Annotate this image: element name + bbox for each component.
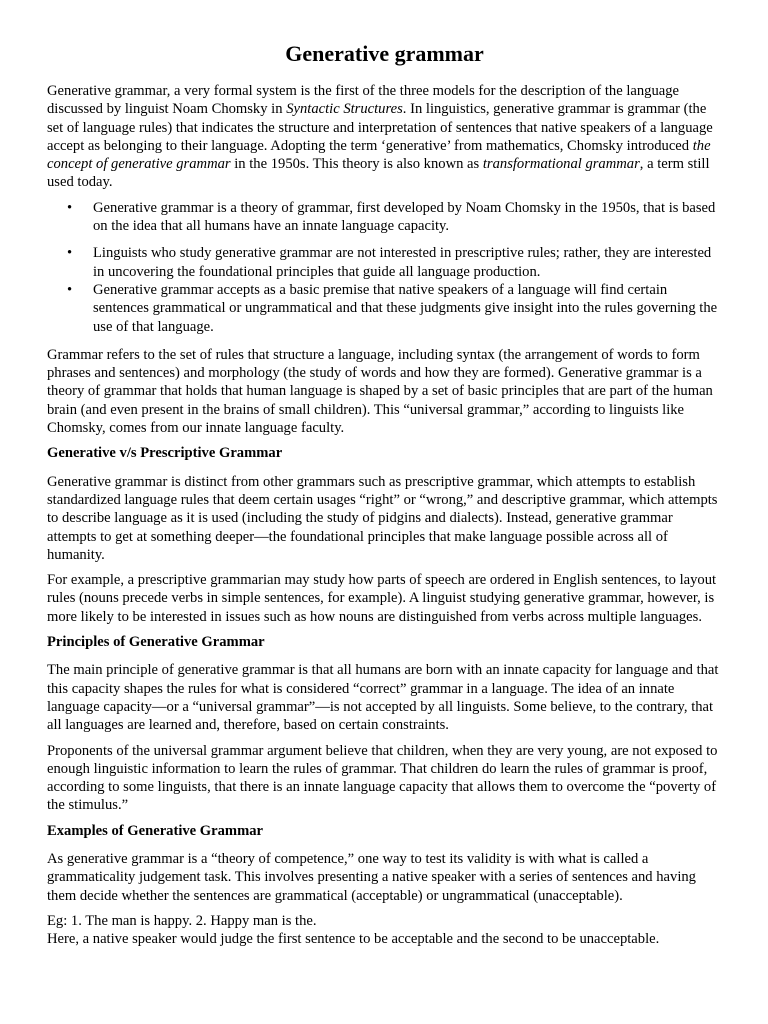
section-heading-examples: Examples of Generative Grammar bbox=[47, 822, 264, 839]
example-sentences: Eg: 1. The man is happy. 2. Happy man is the. bbox=[47, 912, 317, 929]
section-heading-generative-vs-prescriptive: Generative v/s Prescriptive Grammar bbox=[47, 445, 283, 462]
intro-text-3: in the 1950s. This theory is also known as bbox=[230, 156, 483, 173]
section3-paragraph-1: As generative grammar is a “theory of competence,” one way to test its validity is with what is called a grammaticality judgement task. This involves presenting a native speaker with a series of sentences and having them decide whether the sentences are grammatical (acceptable) or ungrammatical (unacceptable). bbox=[47, 850, 696, 904]
grammar-paragraph: Grammar refers to the set of rules that structure a language, including syntax (the arrangement of words to form phrases and sentences) and morphology (the study of words and how they are formed). Generative grammar is a theory of grammar that holds that human language is shaped by a set of basic principles that are part of the human brain (and even present in the brains of small children). This “universal grammar,” according to linguists like Chomsky, comes from our innate language faculty. bbox=[47, 346, 713, 437]
section1-paragraph-1: Generative grammar is distinct from other grammars such as prescriptive grammar, which attempts to establish standardized language rules that deem certain usages “right” or “wrong,” and descriptive grammar, which attempts to describe language as it is used (including the study of pidgins and dialects). Instead, generative grammar attempts to get at something deeper—the foundational principles that make language possible across all of humanity. bbox=[47, 473, 718, 563]
section-heading-principles: Principles of Generative Grammar bbox=[47, 634, 265, 651]
intro-italic-concept: the concept of generative grammar bbox=[47, 137, 711, 173]
intro-text-1: Generative grammar, a very formal system is the first of the three models for the description of the language discussed by linguist Noam Chomsky in bbox=[47, 83, 679, 118]
list-item: • Generative grammar accepts as a basic premise that native speakers of a language will find certain sentences grammatical or ungrammatical and that these judgments give insight into the rules governing the use of that language. bbox=[47, 281, 722, 336]
intro-italic-syntactic-structures: Syntactic Structures bbox=[286, 101, 403, 118]
list-item: • Generative grammar is a theory of grammar, first developed by Noam Chomsky in the 1950s, that is based on the idea that all humans have an innate language capacity. bbox=[47, 199, 722, 236]
section2-paragraph-2: Proponents of the universal grammar argument believe that children, when they are very young, are not exposed to enough linguistic information to learn the rules of grammar. That children do learn the rules of grammar is proof, according to some linguists, that there is an innate language capacity that allows them to overcome the “poverty of the stimulus.” bbox=[47, 742, 718, 814]
page-title: Generative grammar bbox=[285, 41, 484, 66]
example-explanation: Here, a native speaker would judge the first sentence to be acceptable and the second to be unacceptable. bbox=[47, 931, 660, 948]
intro-text-4: , a term still used today. bbox=[47, 156, 710, 191]
section2-paragraph-1: The main principle of generative grammar is that all humans are born with an innate capacity for language and that this capacity shapes the rules for what is considered “correct” grammar in a language. The idea of an innate language capacity—or a “universal grammar”—is not accepted by all linguists. Some believe, to the contrary, that all languages are learned and, therefore, based on certain constraints. bbox=[47, 662, 719, 734]
intro-paragraph bbox=[47, 82, 722, 192]
intro-italic-transformational: transformational grammar bbox=[482, 156, 640, 173]
list-item: • Linguists who study generative grammar are not interested in prescriptive rules; rather, they are interested in uncovering the foundational principles that guide all language production. bbox=[47, 244, 722, 281]
key-points-list bbox=[47, 199, 722, 336]
section1-paragraph-2: For example, a prescriptive grammarian may study how parts of speech are ordered in English sentences, to layout rules (nouns precede verbs in simple sentences, for example). A linguist studying generative grammar, however, is more likely to be interested in issues such as how nouns are distinguished from verbs across multiple languages. bbox=[47, 572, 717, 625]
intro-text-2: . In linguistics, generative grammar is grammar (the set of language rules) that indicates the structure and interpretation of sentences that native speakers of a language accept as belonging to their language. Adopting the term ‘generative’ from mathematics, Chomsky introduced bbox=[47, 101, 713, 154]
